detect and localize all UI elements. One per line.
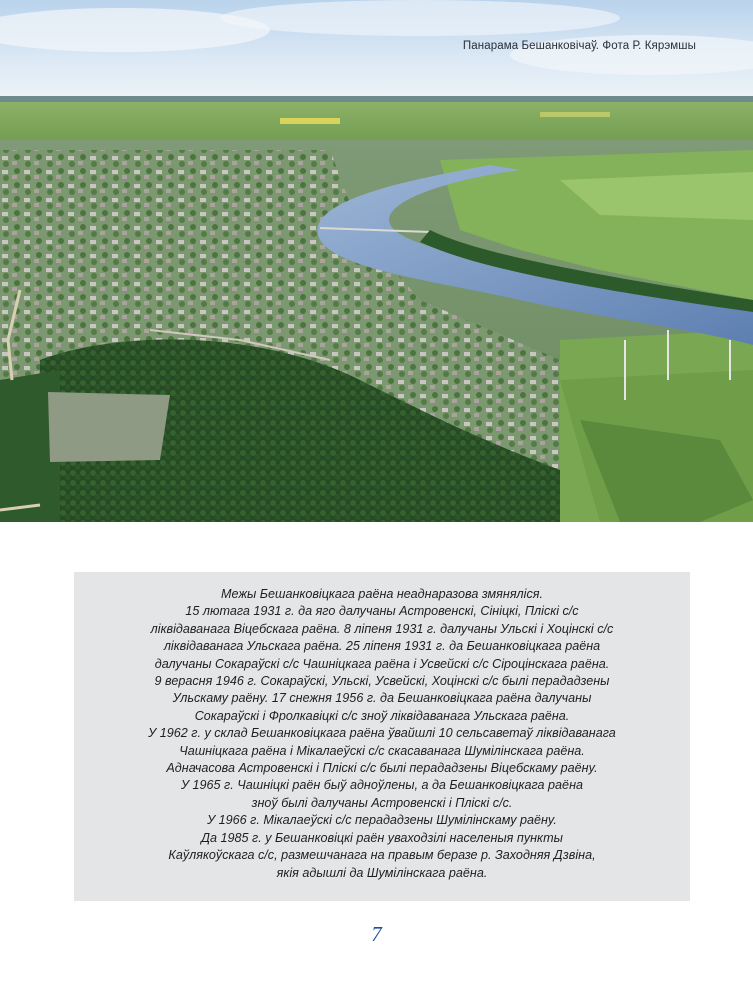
- text-line: Да 1985 г. у Бешанковіцкі раён уваходзілі населеныя пункты: [201, 830, 563, 845]
- text-line: Каўлякоўскага с/с, размешчанага на правым беразе р. Заходняя Дзвіна,: [168, 848, 596, 863]
- text-line: Ульскаму раёну. 17 снежня 1956 г. да Бешанковіцкага раёна далучаны: [172, 691, 592, 706]
- text-line: ліквідаванага Ульскага раёна. 25 ліпеня 1931 г. да Бешанковіцкага раёна: [163, 639, 601, 654]
- text-line: ліквідаванага Віцебскага раёна. 8 ліпеня 1931 г. далучаны Ульскі і Хоцінскі с/с: [150, 621, 614, 636]
- text-line: У 1966 г. Мікалаеўскі с/с перададзены Шумілінскаму раёну.: [207, 813, 557, 828]
- text-line: 9 верасня 1946 г. Сокараўскі, Ульскі, Усвейскі, Хоцінскі с/с былі перададзены: [154, 674, 610, 689]
- text-line: зноў былі далучаны Астровенскі і Пліскі с/с.: [251, 795, 513, 810]
- history-text-box: [74, 572, 690, 901]
- text-line: У 1962 г. у склад Бешанковіцкага раёна ўвайшлі 10 сельсаветаў ліквідаванага: [148, 726, 616, 741]
- text-line: Сокараўскі і Фролкавіцкі с/с зноў ліквідаванага Ульскага раёна.: [194, 708, 570, 723]
- text-line: 15 лютага 1931 г. да яго далучаны Астровенскі, Сініцкі, Пліскі с/с: [185, 604, 579, 619]
- page-number: 7: [371, 922, 382, 946]
- text-line: Межы Бешанковіцкага раёна неаднаразова змяняліся.: [221, 587, 543, 601]
- history-text: [82, 586, 682, 882]
- text-line: Адначасова Астровенскі і Пліскі с/с былі перададзены Віцебскаму раёну.: [166, 761, 598, 776]
- photo-caption: Панарама Бешанковічаў. Фота Р. Кярэмшы: [462, 40, 696, 52]
- text-line: далучаны Сокараўскі с/с Чашніцкага раёна і Усвейскі с/с Сіроцінскага раёна.: [154, 656, 610, 671]
- text-line: якія адышлі да Шумілінскага раёна.: [276, 865, 488, 880]
- text-line: Чашніцкага раёна і Мікалаеўскі с/с скасаванага Шумілінскага раёна.: [179, 743, 585, 758]
- text-line: У 1965 г. Чашніцкі раён быў адноўлены, а да Бешанковіцкага раёна: [180, 778, 584, 793]
